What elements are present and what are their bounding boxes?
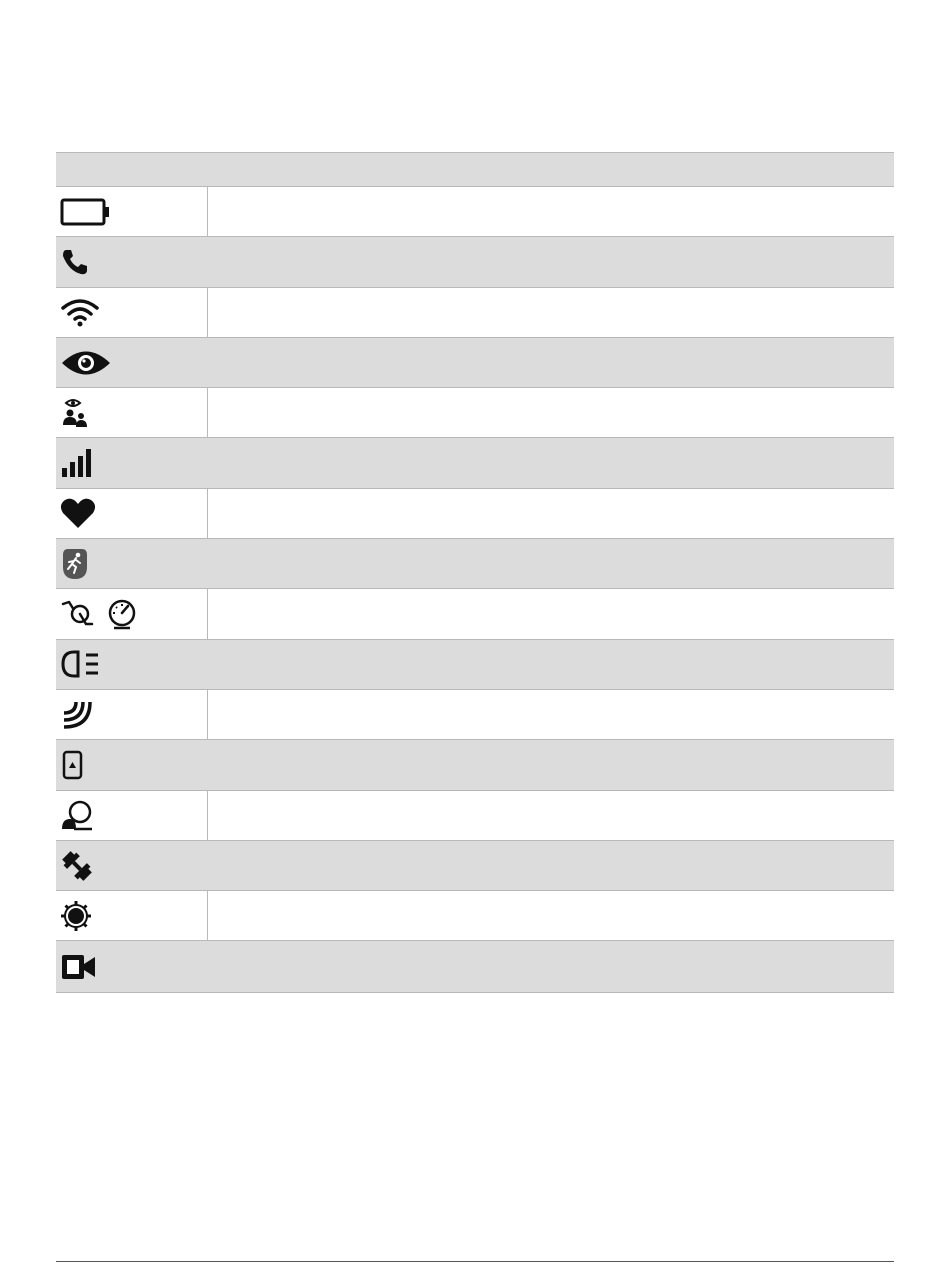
- row-description: [208, 791, 894, 840]
- table-row: [56, 740, 894, 790]
- table-row: [56, 539, 894, 589]
- table-row: [56, 489, 894, 539]
- table-row: [56, 288, 894, 338]
- row-description: [208, 539, 894, 588]
- phone-icon: [60, 247, 90, 277]
- smart-trainer-icon: [60, 799, 96, 831]
- row-description: [208, 740, 894, 789]
- row-description: [208, 690, 894, 739]
- row-description: [208, 941, 894, 991]
- table-row: [56, 690, 894, 740]
- eye-icon: [60, 348, 112, 378]
- icon-table: [56, 152, 894, 993]
- table-row: [56, 941, 894, 991]
- table-row: [56, 891, 894, 941]
- table-row: [56, 841, 894, 891]
- table-row: [56, 237, 894, 287]
- row-description: [208, 288, 894, 337]
- battery-icon: [60, 198, 112, 226]
- row-description: [208, 489, 894, 538]
- table-row: [56, 388, 894, 438]
- signal-bars-icon: [60, 448, 94, 478]
- wifi-icon: [60, 297, 100, 327]
- row-description: [208, 438, 894, 487]
- row-description: [208, 841, 894, 890]
- group-track-icon: [60, 397, 90, 429]
- radar-icon: [60, 699, 94, 731]
- table-row: [56, 187, 894, 237]
- sun-brightness-icon: [60, 900, 92, 932]
- table-row: [56, 791, 894, 841]
- row-description: [208, 388, 894, 437]
- row-description: [208, 589, 894, 638]
- table-row: [56, 338, 894, 388]
- table-header: [56, 153, 894, 187]
- row-description: [208, 891, 894, 940]
- row-description: [208, 640, 894, 689]
- running-dynamics-icon: [60, 547, 90, 581]
- table-row: [56, 640, 894, 690]
- bike-light-icon: [60, 649, 110, 679]
- strength-dumbbell-icon: [60, 849, 94, 883]
- heart-icon: [60, 497, 96, 529]
- row-description: [208, 338, 894, 387]
- table-row: [56, 589, 894, 639]
- row-description: [208, 187, 894, 236]
- camera-icon: [60, 952, 98, 982]
- shifting-icon: [60, 749, 86, 781]
- cadence-speed-sensor-icon: [60, 598, 146, 630]
- footer-divider: [56, 1261, 894, 1262]
- row-description: [208, 237, 894, 286]
- table-row: [56, 438, 894, 488]
